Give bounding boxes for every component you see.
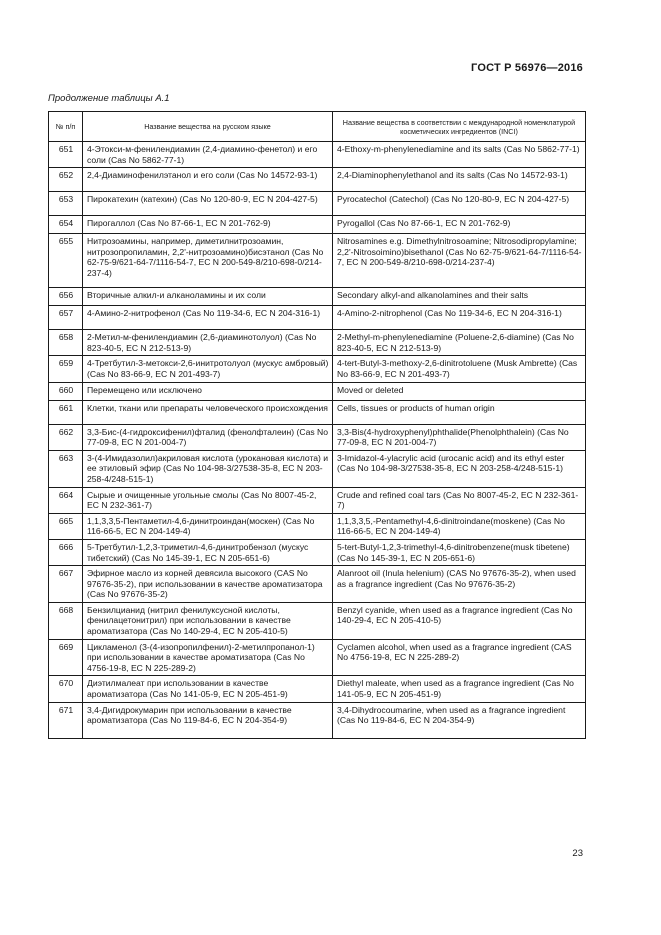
russian-name-cell: 4-Этокси-м-фенилендиамин (2,4-диамино-фенетол) и его соли (Cas No 5862-77-1)	[83, 142, 333, 168]
russian-name-cell: Эфирное масло из корней девясила высокого (CAS No 97676-35-2), при использовании в качестве ароматизатора (Cas No 97676-35-2)	[83, 566, 333, 603]
table-row	[49, 142, 586, 168]
row-number: 659	[49, 356, 83, 382]
row-number: 670	[49, 676, 83, 702]
table-header-row	[49, 112, 586, 142]
table-row	[49, 168, 586, 192]
russian-name-cell: 2,4-Диаминофенилэтанол и его соли (Cas No 14572-93-1)	[83, 168, 333, 192]
russian-name-cell: 3,3-Бис-(4-гидроксифенил)фталид (фенолфталеин) (Cas No 77-09-8, EC N 201-004-7)	[83, 424, 333, 450]
inci-name-cell: Alanroot oil (Inula helenium) (CAS No 97676-35-2), when used as a fragrance ingredient (Cas No 97676-35-2)	[333, 566, 586, 603]
inci-name-cell: 5-tert-Butyl-1,2,3-trimethyl-4,6-dinitrobenzene(musk tibetene) (Cas No 145-39-1, EC N 205-651-6)	[333, 539, 586, 565]
russian-name-cell: Нитрозоамины, например, диметилнитрозоамин, нитрозопропиламин, 2,2'-нитрозоамино)бисэтанол (Cas No 62-75-9/621-64-7/1116-54-7, EC N 200-549-8/210-698-0/214-237-4)	[83, 234, 333, 288]
row-number: 669	[49, 639, 83, 676]
table-body	[49, 142, 586, 739]
table-row	[49, 602, 586, 639]
inci-name-cell: 2-Methyl-m-phenylenediamine (Poluene-2,6-diamine) (Cas No 823-40-5, EC N 212-513-9)	[333, 330, 586, 356]
row-number: 671	[49, 702, 83, 738]
row-number: 656	[49, 288, 83, 306]
russian-name-cell: 4-Третбутил-3-метокси-2,6-инитротолуол (мускус амбровый) (Cas No 83-66-9, EC N 201-493-7)	[83, 356, 333, 382]
inci-name-cell: Cyclamen alcohol, when used as a fragrance ingredient (CAS No 4756-19-8, EC N 225-289-2)	[333, 639, 586, 676]
inci-name-cell: Benzyl cyanide, when used as a fragrance ingredient (Cas No 140-29-4, EC N 205-410-5)	[333, 602, 586, 639]
table-row	[49, 400, 586, 424]
table-row	[49, 676, 586, 702]
russian-name-cell: 2-Метил-м-фенилендиамин (2,6-диаминотолуол) (Cas No 823-40-5, EC N 212-513-9)	[83, 330, 333, 356]
inci-name-cell: 3,3-Bis(4-hydroxyphenyl)phthalide(Phenolphthalein) (Cas No 77-09-8, EC N 201-004-7)	[333, 424, 586, 450]
russian-name-cell: 4-Амино-2-нитрофенол (Cas No 119-34-6, EC N 204-316-1)	[83, 306, 333, 330]
inci-name-cell: Diethyl maleate, when used as a fragrance ingredient (Cas No 141-05-9, EC N 205-451-9)	[333, 676, 586, 702]
russian-name-cell: Цикламенол (3-(4-изопропилфенил)-2-метилпропанол-1) при использовании в качестве ароматизатора (Cas No 4756-19-8, EC N 225-289-2)	[83, 639, 333, 676]
table-row	[49, 192, 586, 216]
table-row	[49, 487, 586, 513]
inci-name-cell: Moved or deleted	[333, 382, 586, 400]
inci-name-cell: Nitrosamines e.g. Dimethylnitrosoamine; Nitrosodipropylamine; 2,2'-Nitrosoimino)bisethanol (Cas No 62-75-9/621-64-7/1116-54-7, EC N 200-549-8/210-698-0/214-237-4)	[333, 234, 586, 288]
row-number: 661	[49, 400, 83, 424]
row-number: 666	[49, 539, 83, 565]
row-number: 657	[49, 306, 83, 330]
column-header-russian-name: Название вещества на русском языке	[83, 112, 333, 142]
table-row	[49, 539, 586, 565]
russian-name-cell: Пирогаллол (Cas No 87-66-1, EC N 201-762-9)	[83, 216, 333, 234]
row-number: 660	[49, 382, 83, 400]
russian-name-cell: Бензилцианид (нитрил фенилуксусной кислоты, фенилацетонитрил) при использовании в качестве ароматизатора (Cas No 140-29-4, EC N 205-410-5)	[83, 602, 333, 639]
inci-name-cell: 3-Imidazol-4-ylacrylic acid (urocanic acid) and its ethyl ester (Cas No 104-98-3/27538-35-8, EC N 203-258-4/248-515-1)	[333, 450, 586, 487]
inci-name-cell: 4-Amino-2-nitrophenol (Cas No 119-34-6, EC N 204-316-1)	[333, 306, 586, 330]
table-row	[49, 216, 586, 234]
russian-name-cell: Пирокатехин (катехин) (Cas No 120-80-9, EC N 204-427-5)	[83, 192, 333, 216]
row-number: 668	[49, 602, 83, 639]
row-number: 651	[49, 142, 83, 168]
table-row	[49, 450, 586, 487]
row-number: 652	[49, 168, 83, 192]
inci-name-cell: Secondary alkyl-and alkanolamines and their salts	[333, 288, 586, 306]
page-number: 23	[572, 848, 583, 859]
row-number: 658	[49, 330, 83, 356]
russian-name-cell: 3-(4-Имидазолил)акриловая кислота (урокановая кислота) и ее этиловый эфир (Cas No 104-98-3/27538-35-8, EC N 203-258-4/248-515-1)	[83, 450, 333, 487]
table-row	[49, 234, 586, 288]
russian-name-cell: Перемещено или исключено	[83, 382, 333, 400]
russian-name-cell: Диэтилмалеат при использовании в качестве ароматизатора (Cas No 141-05-9, EC N 205-451-9)	[83, 676, 333, 702]
inci-name-cell: 4-tert-Butyl-3-methoxy-2,6-dinitrotoluene (Musk Ambrette) (Cas No 83-66-9, EC N 201-493-7)	[333, 356, 586, 382]
table-row	[49, 356, 586, 382]
column-header-inci-name: Название вещества в соответствии с международной номенклатурой косметических ингредиентов (INCI)	[333, 112, 586, 142]
table-row	[49, 513, 586, 539]
row-number: 667	[49, 566, 83, 603]
inci-name-cell: 4-Ethoxy-m-phenylenediamine and its salts (Cas No 5862-77-1)	[333, 142, 586, 168]
inci-name-cell: Pyrogallol (Cas No 87-66-1, EC N 201-762-9)	[333, 216, 586, 234]
row-number: 664	[49, 487, 83, 513]
table-caption: Продолжение таблицы А.1	[48, 93, 170, 104]
russian-name-cell: 1,1,3,3,5-Пентаметил-4,6-динитроиндан(мoскен) (Cas No 116-66-5, EC N 204-149-4)	[83, 513, 333, 539]
table-row	[49, 382, 586, 400]
russian-name-cell: Вторичные алкил-и алканоламины и их соли	[83, 288, 333, 306]
substances-table	[48, 111, 586, 739]
inci-name-cell: Cells, tissues or products of human origin	[333, 400, 586, 424]
inci-name-cell: Crude and refined coal tars (Cas No 8007-45-2, EC N 232-361-7)	[333, 487, 586, 513]
table-row	[49, 330, 586, 356]
table-row	[49, 306, 586, 330]
table-row	[49, 702, 586, 738]
russian-name-cell: 3,4-Дигидрокумарин при использовании в качестве ароматизатора (Cas No 119-84-6, EC N 204-354-9)	[83, 702, 333, 738]
row-number: 655	[49, 234, 83, 288]
row-number: 662	[49, 424, 83, 450]
russian-name-cell: Сырые и очищенные угольные смолы (Cas No 8007-45-2, EC N 232-361-7)	[83, 487, 333, 513]
table-row	[49, 566, 586, 603]
column-header-number: № п/п	[49, 112, 83, 142]
table-row	[49, 639, 586, 676]
russian-name-cell: 5-Третбутил-1,2,3-триметил-4,6-динитробензол (мускус тибетский) (Cas No 145-39-1, EC N 205-651-6)	[83, 539, 333, 565]
row-number: 654	[49, 216, 83, 234]
inci-name-cell: Pyrocatechol (Catechol) (Cas No 120-80-9, EC N 204-427-5)	[333, 192, 586, 216]
row-number: 665	[49, 513, 83, 539]
row-number: 663	[49, 450, 83, 487]
table-row	[49, 288, 586, 306]
inci-name-cell: 1,1,3,3,5,-Pentamethyl-4,6-dinitroindane(moskene) (Cas No 116-66-5, EC N 204-149-4)	[333, 513, 586, 539]
standard-title: ГОСТ Р 56976—2016	[471, 62, 583, 74]
inci-name-cell: 2,4-Diaminophenylethanol and its salts (Cas No 14572-93-1)	[333, 168, 586, 192]
table-row	[49, 424, 586, 450]
row-number: 653	[49, 192, 83, 216]
russian-name-cell: Клетки, ткани или препараты человеческого происхождения	[83, 400, 333, 424]
inci-name-cell: 3,4-Dihydrocoumarine, when used as a fragrance ingredient (Cas No 119-84-6, EC N 204-354-9)	[333, 702, 586, 738]
